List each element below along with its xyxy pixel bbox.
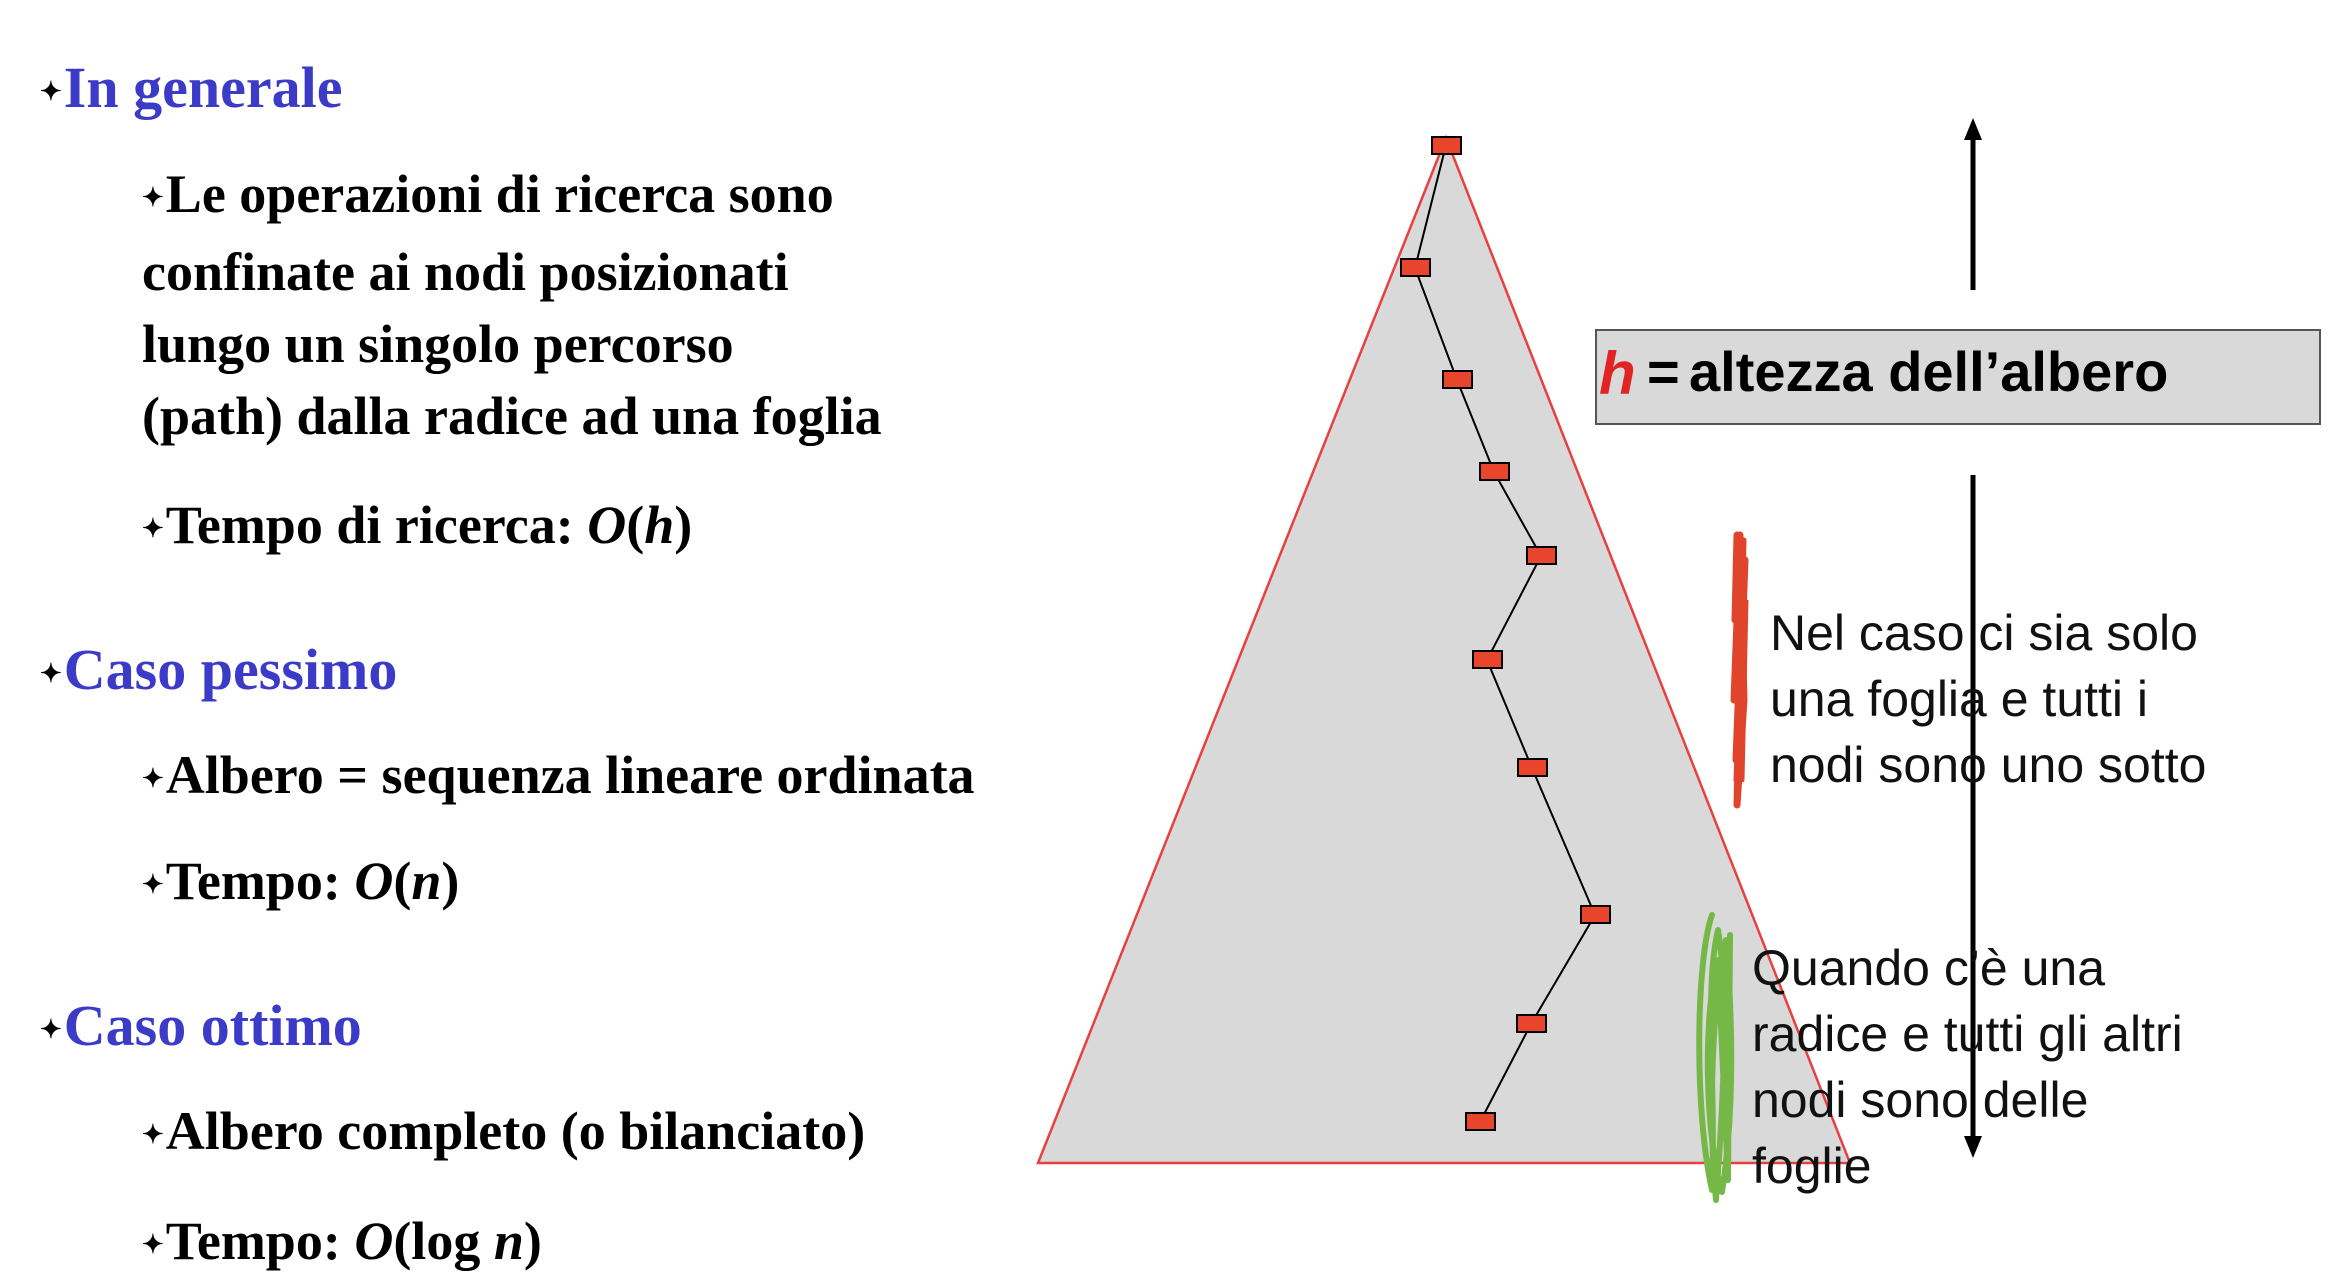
red-note-line: Nel caso ci sia solo [1770, 605, 2198, 661]
best-item2: ✦Tempo: O(log n) [142, 1211, 542, 1271]
heading-general [40, 54, 342, 121]
bullet-star-icon: ✦ [142, 1229, 164, 1259]
general-item1 [142, 158, 882, 452]
red-note [1770, 600, 2206, 798]
bullet-star-icon: ✦ [40, 76, 62, 106]
green-note-line: radice e tutti gli altri [1752, 1006, 2183, 1062]
green-note-line: foglie [1752, 1138, 1872, 1194]
height-var: h [1599, 340, 1636, 407]
green-note-line: nodi sono delle [1752, 1072, 2089, 1128]
tree-node [1443, 371, 1472, 388]
bullet-star-icon: ✦ [40, 658, 62, 688]
heading-worst-text: Caso pessimo [63, 637, 398, 702]
general-item1-line1: ✦Le operazioni di ricerca sono [142, 164, 834, 224]
tree-node [1518, 759, 1547, 776]
tree-node [1581, 906, 1610, 923]
red-scribble-2 [1741, 540, 1746, 780]
arrow-head-up-icon [1964, 118, 1982, 140]
worst-item2: ✦Tempo: O(n) [142, 851, 460, 911]
height-label-box [1595, 329, 2321, 425]
bullet-star-icon: ✦ [142, 513, 164, 543]
worst-item1: ✦Albero = sequenza lineare ordinata [142, 745, 975, 805]
tree-node [1473, 651, 1502, 668]
height-eq: = [1647, 340, 1680, 403]
heading-best [40, 992, 362, 1059]
general-item2: ✦Tempo di ricerca: O(h) [142, 495, 693, 555]
tree-node [1466, 1113, 1495, 1130]
best-item1: ✦Albero completo (o bilanciato) [142, 1101, 866, 1161]
red-note-line: una foglia e tutti i [1770, 671, 2149, 727]
tree-node [1517, 1015, 1546, 1032]
red-note-line: nodi sono uno sotto [1770, 737, 2207, 793]
general-item1-line2: confinate ai nodi posizionati [142, 241, 789, 302]
tree-node [1527, 547, 1556, 564]
green-note [1752, 935, 2183, 1199]
height-label-text: altezza dell’albero [1689, 340, 2169, 403]
bullet-star-icon: ✦ [40, 1014, 62, 1044]
bullet-star-icon: ✦ [142, 869, 164, 899]
bullet-star-icon: ✦ [142, 1119, 164, 1149]
general-item1-line3: lungo un singolo percorso [142, 313, 734, 374]
green-note-line: Quando c’è una [1752, 940, 2106, 996]
tree-node [1432, 137, 1461, 154]
general-item1-line4: (path) dalla radice ad una foglia [142, 385, 882, 446]
heading-best-text: Caso ottimo [63, 993, 362, 1058]
heading-general-text: In generale [63, 55, 343, 120]
bullet-star-icon: ✦ [142, 763, 164, 793]
bullet-star-icon: ✦ [142, 182, 164, 212]
heading-worst [40, 636, 397, 703]
tree-node [1401, 259, 1430, 276]
tree-node [1480, 463, 1509, 480]
